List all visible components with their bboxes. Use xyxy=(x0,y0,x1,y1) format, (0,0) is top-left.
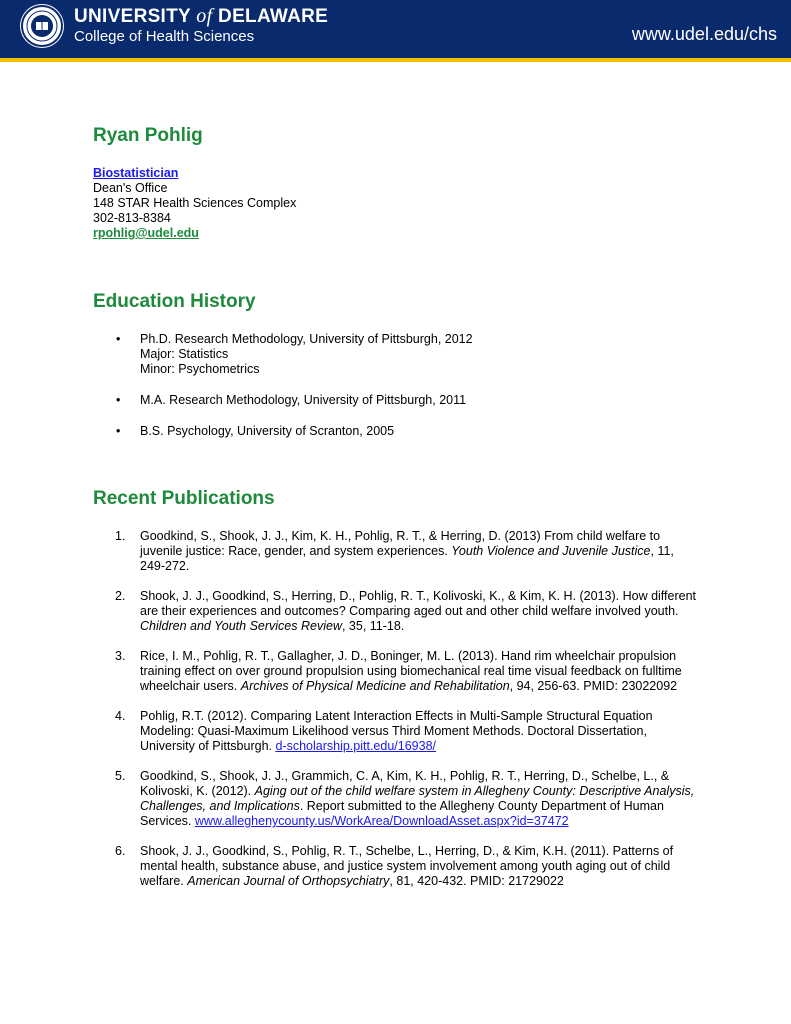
bullet: • xyxy=(116,424,121,438)
bullet: • xyxy=(116,393,121,407)
item-number: 5. xyxy=(115,769,126,783)
citation-tail: , 35, 11-18. xyxy=(341,619,405,633)
list-item xyxy=(93,709,698,754)
email-link[interactable]: rpohlig@udel.edu xyxy=(93,226,199,240)
seal-graphic xyxy=(20,4,64,48)
education-heading: Education History xyxy=(93,291,256,312)
dissertation-link[interactable]: d-scholarship.pitt.edu/16938/ xyxy=(275,739,436,753)
website-link[interactable]: www.udel.edu/chs xyxy=(631,24,777,44)
journal-title: American Journal of Orthopsychiatry xyxy=(187,874,390,888)
citation-tail: , 81, 420-432. PMID: 21729022 xyxy=(389,874,564,888)
citation-tail: , 11, 249-272. xyxy=(140,544,674,573)
degree: M.A. Research Methodology, University of Pittsburgh, 2011 xyxy=(140,393,467,407)
list-item xyxy=(93,769,698,829)
item-number: 6. xyxy=(115,844,126,858)
citation-tail: . Report submitted to the Allegheny County Department of Human Services. xyxy=(140,799,664,828)
education-list xyxy=(93,332,713,455)
journal-title: Archives of Physical Medicine and Rehabilitation xyxy=(240,679,510,693)
citation-text: Pohlig, R.T. (2012). Comparing Latent Interaction Effects in Multi-Sample Structural Equation Modeling: Quasi-Maximum Likelihood versus Third Moment Methods. Doctoral Dissertation, University of Pittsburgh. xyxy=(140,709,653,753)
list-item xyxy=(93,589,698,634)
report-link[interactable]: www.alleghenycounty.us/WorkArea/DownloadAsset.aspx?id=37472 xyxy=(194,814,569,828)
publications-heading: Recent Publications xyxy=(93,488,275,509)
university-wordmark xyxy=(74,5,328,28)
citation-tail: , 94, 256-63. PMID: 23022092 xyxy=(509,679,678,693)
header-banner xyxy=(0,0,791,62)
publications-list xyxy=(93,529,698,904)
address: 148 STAR Health Sciences Complex xyxy=(93,196,297,210)
list-item xyxy=(93,529,698,574)
list-item xyxy=(93,649,698,694)
list-item xyxy=(93,332,713,377)
college-name: College of Health Sciences xyxy=(74,28,255,45)
item-number: 3. xyxy=(115,649,126,663)
degree: Ph.D. Research Methodology, University of Pittsburgh, 2012 xyxy=(140,332,473,346)
journal-title: Youth Violence and Juvenile Justice xyxy=(451,544,651,558)
citation-text: Goodkind, S., Shook, J. J., Kim, K. H., Pohlig, R. T., & Herring, D. (2013) From child welfare to juvenile justice: Race, gender, and system experiences. xyxy=(140,529,661,558)
degree: B.S. Psychology, University of Scranton, 2005 xyxy=(140,424,395,438)
person-name: Ryan Pohlig xyxy=(93,125,203,146)
item-number: 2. xyxy=(115,589,126,603)
university-seal-icon xyxy=(20,4,64,48)
item-number: 4. xyxy=(115,709,126,723)
univ-suffix: DELAWARE xyxy=(218,6,329,27)
list-item xyxy=(93,393,713,408)
citation-text: Rice, I. M., Pohlig, R. T., Gallagher, J. D., Boninger, M. L. (2013). Hand rim wheelchair propulsion training effect on over ground propulsion using biomechanical real time visual feedback on fulltime wheelchair users. xyxy=(140,649,682,693)
minor: Minor: Psychometrics xyxy=(140,362,260,376)
citation-text: Shook, J. J., Goodkind, S., Pohlig, R. T., Schelbe, L., Herring, D., & Kim, K.H. (2011). Patterns of mental health, substance abuse, and justice system involvement among youth aging out of child welfare. xyxy=(140,844,674,888)
report-title: Aging out of the child welfare system in Allegheny County: Descriptive Analysis, Challenges, and Implications xyxy=(140,784,695,813)
bullet: • xyxy=(116,332,121,346)
office: Dean's Office xyxy=(93,181,168,195)
contact-block xyxy=(93,166,296,241)
item-number: 1. xyxy=(115,529,126,543)
phone: 302-813-8384 xyxy=(93,211,171,225)
job-title-link[interactable]: Biostatistician xyxy=(93,166,179,180)
major: Major: Statistics xyxy=(140,347,229,361)
univ-prefix: UNIVERSITY xyxy=(74,6,191,27)
journal-title: Children and Youth Services Review xyxy=(140,619,342,633)
univ-of: of xyxy=(196,5,213,27)
list-item xyxy=(93,844,698,889)
citation-text: Goodkind, S., Shook, J. J., Grammich, C. A, Kim, K. H., Pohlig, R. T., Herring, D., Schelbe, L., & Kolivoski, K. (2012). xyxy=(140,769,670,798)
list-item xyxy=(93,424,713,439)
citation-text: Shook, J. J., Goodkind, S., Herring, D., Pohlig, R. T., Kolivoski, K., & Kim, K. H. (2013). How different are their experiences and outcomes? Comparing aged out and other child welfare involved youth. xyxy=(140,589,697,618)
